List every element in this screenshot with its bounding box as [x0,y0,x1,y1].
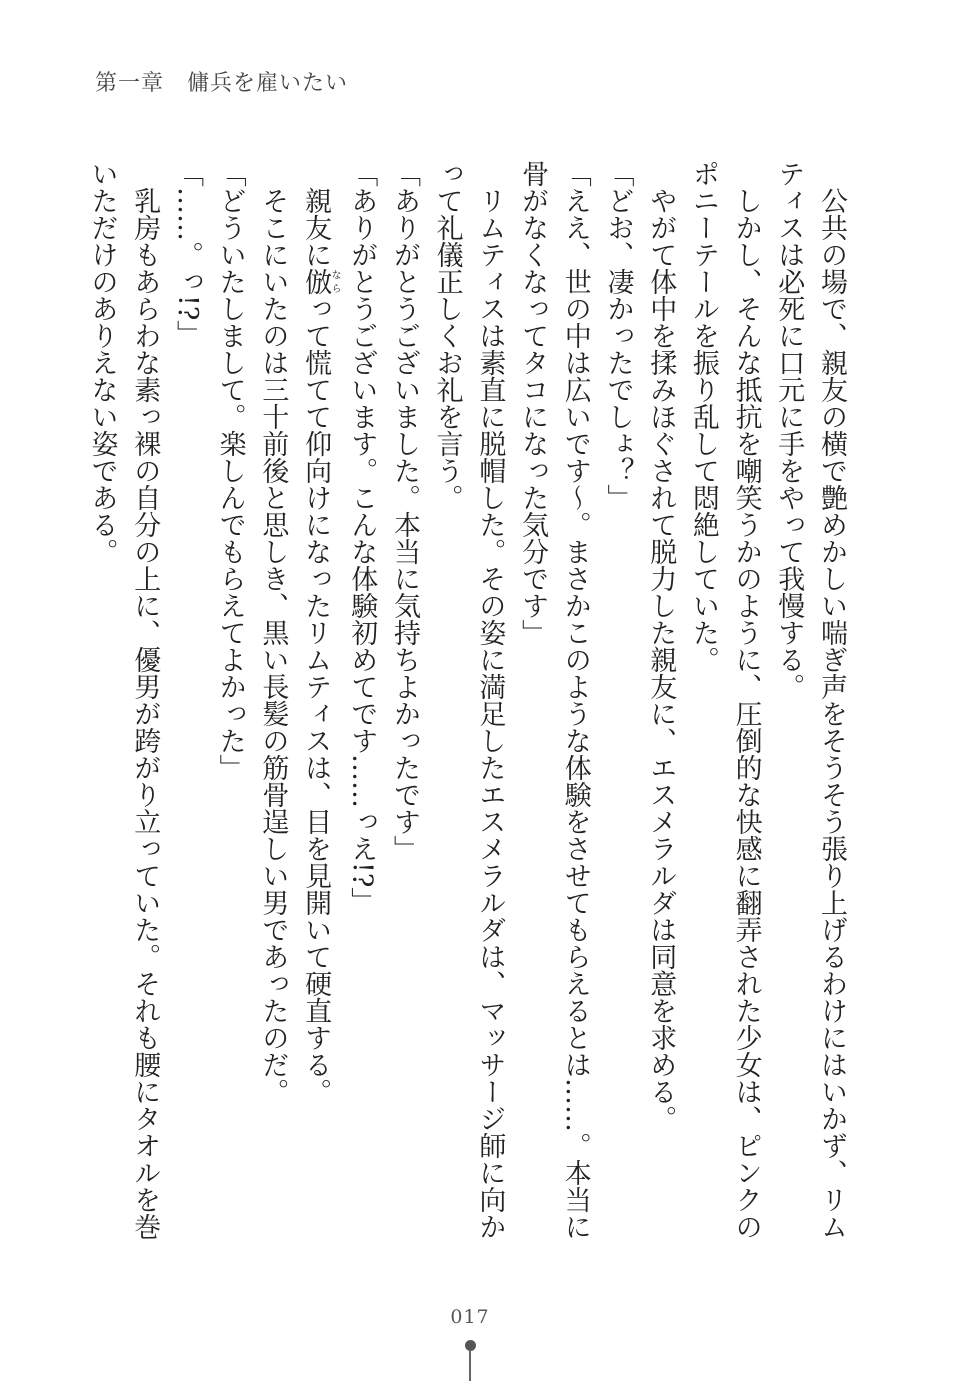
text-segment: って慌てて仰向けになったリムティスは、目を見開いて硬直する。 [300,295,332,1105]
dialogue-line: 「……。っ!?」 [171,160,203,348]
dialogue-line: 「ありがとうございます。こんな体験初めてです……っえ!?」 [346,160,378,915]
page-number: 017 [450,1306,490,1328]
text-line: しかし、そんな抵抗を嘲笑うかのように、圧倒的な快感に翻弄された少女は、ピンクの [730,187,762,1240]
dialogue-line: 「ありがとうございました。本当に気持ちよかったです」 [388,160,420,862]
text-line-with-ruby [293,160,339,1260]
text-line: そこにいたのは三十前後と思しき、黒い長髪の筋骨逞しい男であったのだ。 [257,187,289,1105]
dialogue-line: 「どお、凄かったでしょ？」 [602,160,634,511]
text-line: いただけのありえない姿である。 [86,160,118,565]
text-line: やがて体中を揉みほぐされて脱力した親友に、エスメラルダは同意を求める。 [645,187,677,1132]
text-line: 乳房もあらわな素っ裸の自分の上に、優男が跨がり立っていた。それも腰にタオルを巻 [129,187,161,1240]
ruby-base: 倣 [300,268,332,295]
text-line: ティスは必死に口元に手をやって我慢する。 [773,160,805,700]
text-line: リムティスは素直に脱帽した。その姿に満足したエスメラルダは、マッサージ師に向か [474,187,506,1240]
body-text [80,160,852,1260]
dialogue-line: 「ええ、世の中は広いです～。まさかこのような体験をさせてもらえるとは……。本当に [559,160,591,1240]
dialogue-line: 「どういたしまして。楽しんでもらえてよかった」 [214,160,246,781]
ruby-reading: なら [329,268,341,295]
text-line: 骨がなくなってタコになった気分です」 [517,160,549,646]
chapter-header: 第一章 傭兵を雇いたい [95,71,349,96]
text-line: ポニーテールを振り乱して悶絶していた。 [687,160,719,673]
text-segment: 親友に [300,187,332,268]
text-line: って礼儀正しくお礼を言う。 [431,160,463,511]
text-line: 公共の場で、親友の横で艶めかしい喘ぎ声をそうそう張り上げるわけにはいかず、リム [816,187,847,1240]
ruby-word [300,268,341,295]
page-marker-line [469,1350,471,1381]
